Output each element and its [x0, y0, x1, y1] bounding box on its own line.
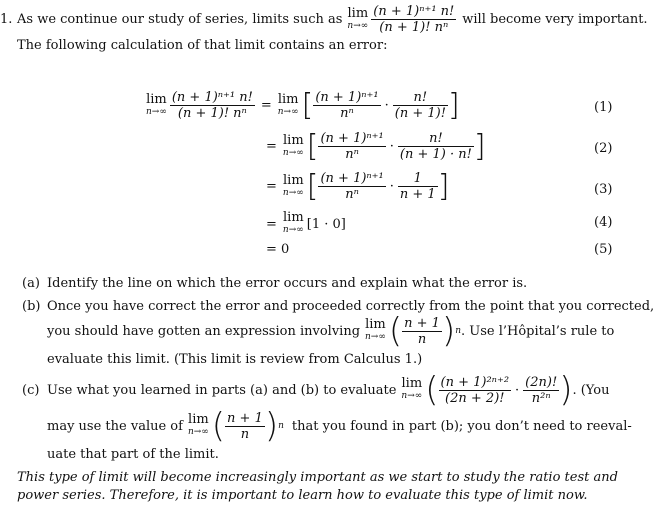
eq-number-5: (5)	[594, 242, 613, 257]
part-b-line-2: you should have gotten an expression involving lim n→∞ ( $\frac{n + 1}{n}$ ) n . Use l’Hôpital’s rule to	[47, 311, 615, 351]
eq-number-2: (2)	[594, 141, 613, 156]
intro-line-2: The following calculation of that limit contains an error:	[17, 38, 388, 53]
part-b-line-1: Once you have correct the error and proceeded correctly from the point that you corrected,	[47, 299, 654, 314]
part-a-text: Identify the line on which the error occurs and explain what the error is.	[47, 276, 528, 291]
part-a-label: (a)	[22, 276, 40, 291]
equation-line-3: = lim n→∞ [ $\frac{\text{(n + 1)ⁿ⁺¹}}{\text{nⁿ}}$ · $\frac{1}{n + 1}$ ]	[266, 168, 450, 204]
problem-number: 1.	[0, 12, 13, 27]
part-c-line-3: uate that part of the limit.	[47, 447, 219, 462]
intro-text-before: As we continue our study of series, limits such as	[17, 12, 343, 27]
part-b-label: (b)	[22, 299, 41, 314]
part-c-line-1: Use what you learned in parts (a) and (b) to evaluate lim n→∞ ( $\frac{\text{(n + 1)²ⁿ⁺²}}{(2n + 2)!}$ · $\frac{(2n)!}{\text{n²ⁿ}}$ ) . (You	[47, 370, 610, 410]
intro-fraction: $\frac{\text{(n + 1)ⁿ⁺¹ n!}}{\text{(n + 1)! nⁿ}}$	[373, 4, 455, 35]
eq-number-1: (1)	[594, 100, 613, 115]
intro-text-after: will become very important.	[462, 12, 648, 27]
equation-line-5: = 0	[266, 242, 290, 257]
intro-limit: lim n→∞	[347, 5, 369, 31]
part-b-line-3: evaluate this limit. (This limit is review from Calculus 1.)	[47, 352, 423, 367]
part-c-line-2: may use the value of lim n→∞ ( $\frac{n + 1}{n}$ ) n that you found in part (b); you don’t need to reeval-	[47, 406, 632, 446]
eq-number-3: (3)	[594, 182, 613, 197]
closing-line-1: This type of limit will become increasingly important as we start to study the ratio test and	[17, 470, 618, 485]
equation-line-1: lim n→∞ $\frac{\text{(n + 1)ⁿ⁺¹ n!}}{\text{(n + 1)! nⁿ}}$ = lim n→∞ [ $\frac{\text{(n + 1)ⁿ⁺¹}}{\text{nⁿ}}$ · $\frac{n!}{(n + 1)!}$ ]	[146, 87, 460, 123]
eq-number-4: (4)	[594, 215, 613, 230]
closing-line-2: power series. Therefore, it is important to learn how to evaluate this type of limit now.	[17, 488, 588, 503]
intro-line	[17, 4, 648, 35]
equation-line-2: = lim n→∞ [ $\frac{\text{(n + 1)ⁿ⁺¹}}{\text{nⁿ}}$ · $\frac{n!}{(n + 1) \cdot n!}$ ]	[266, 128, 486, 164]
part-c-label: (c)	[22, 383, 40, 398]
equation-line-4: = lim n→∞ [1 · 0]	[266, 210, 346, 235]
